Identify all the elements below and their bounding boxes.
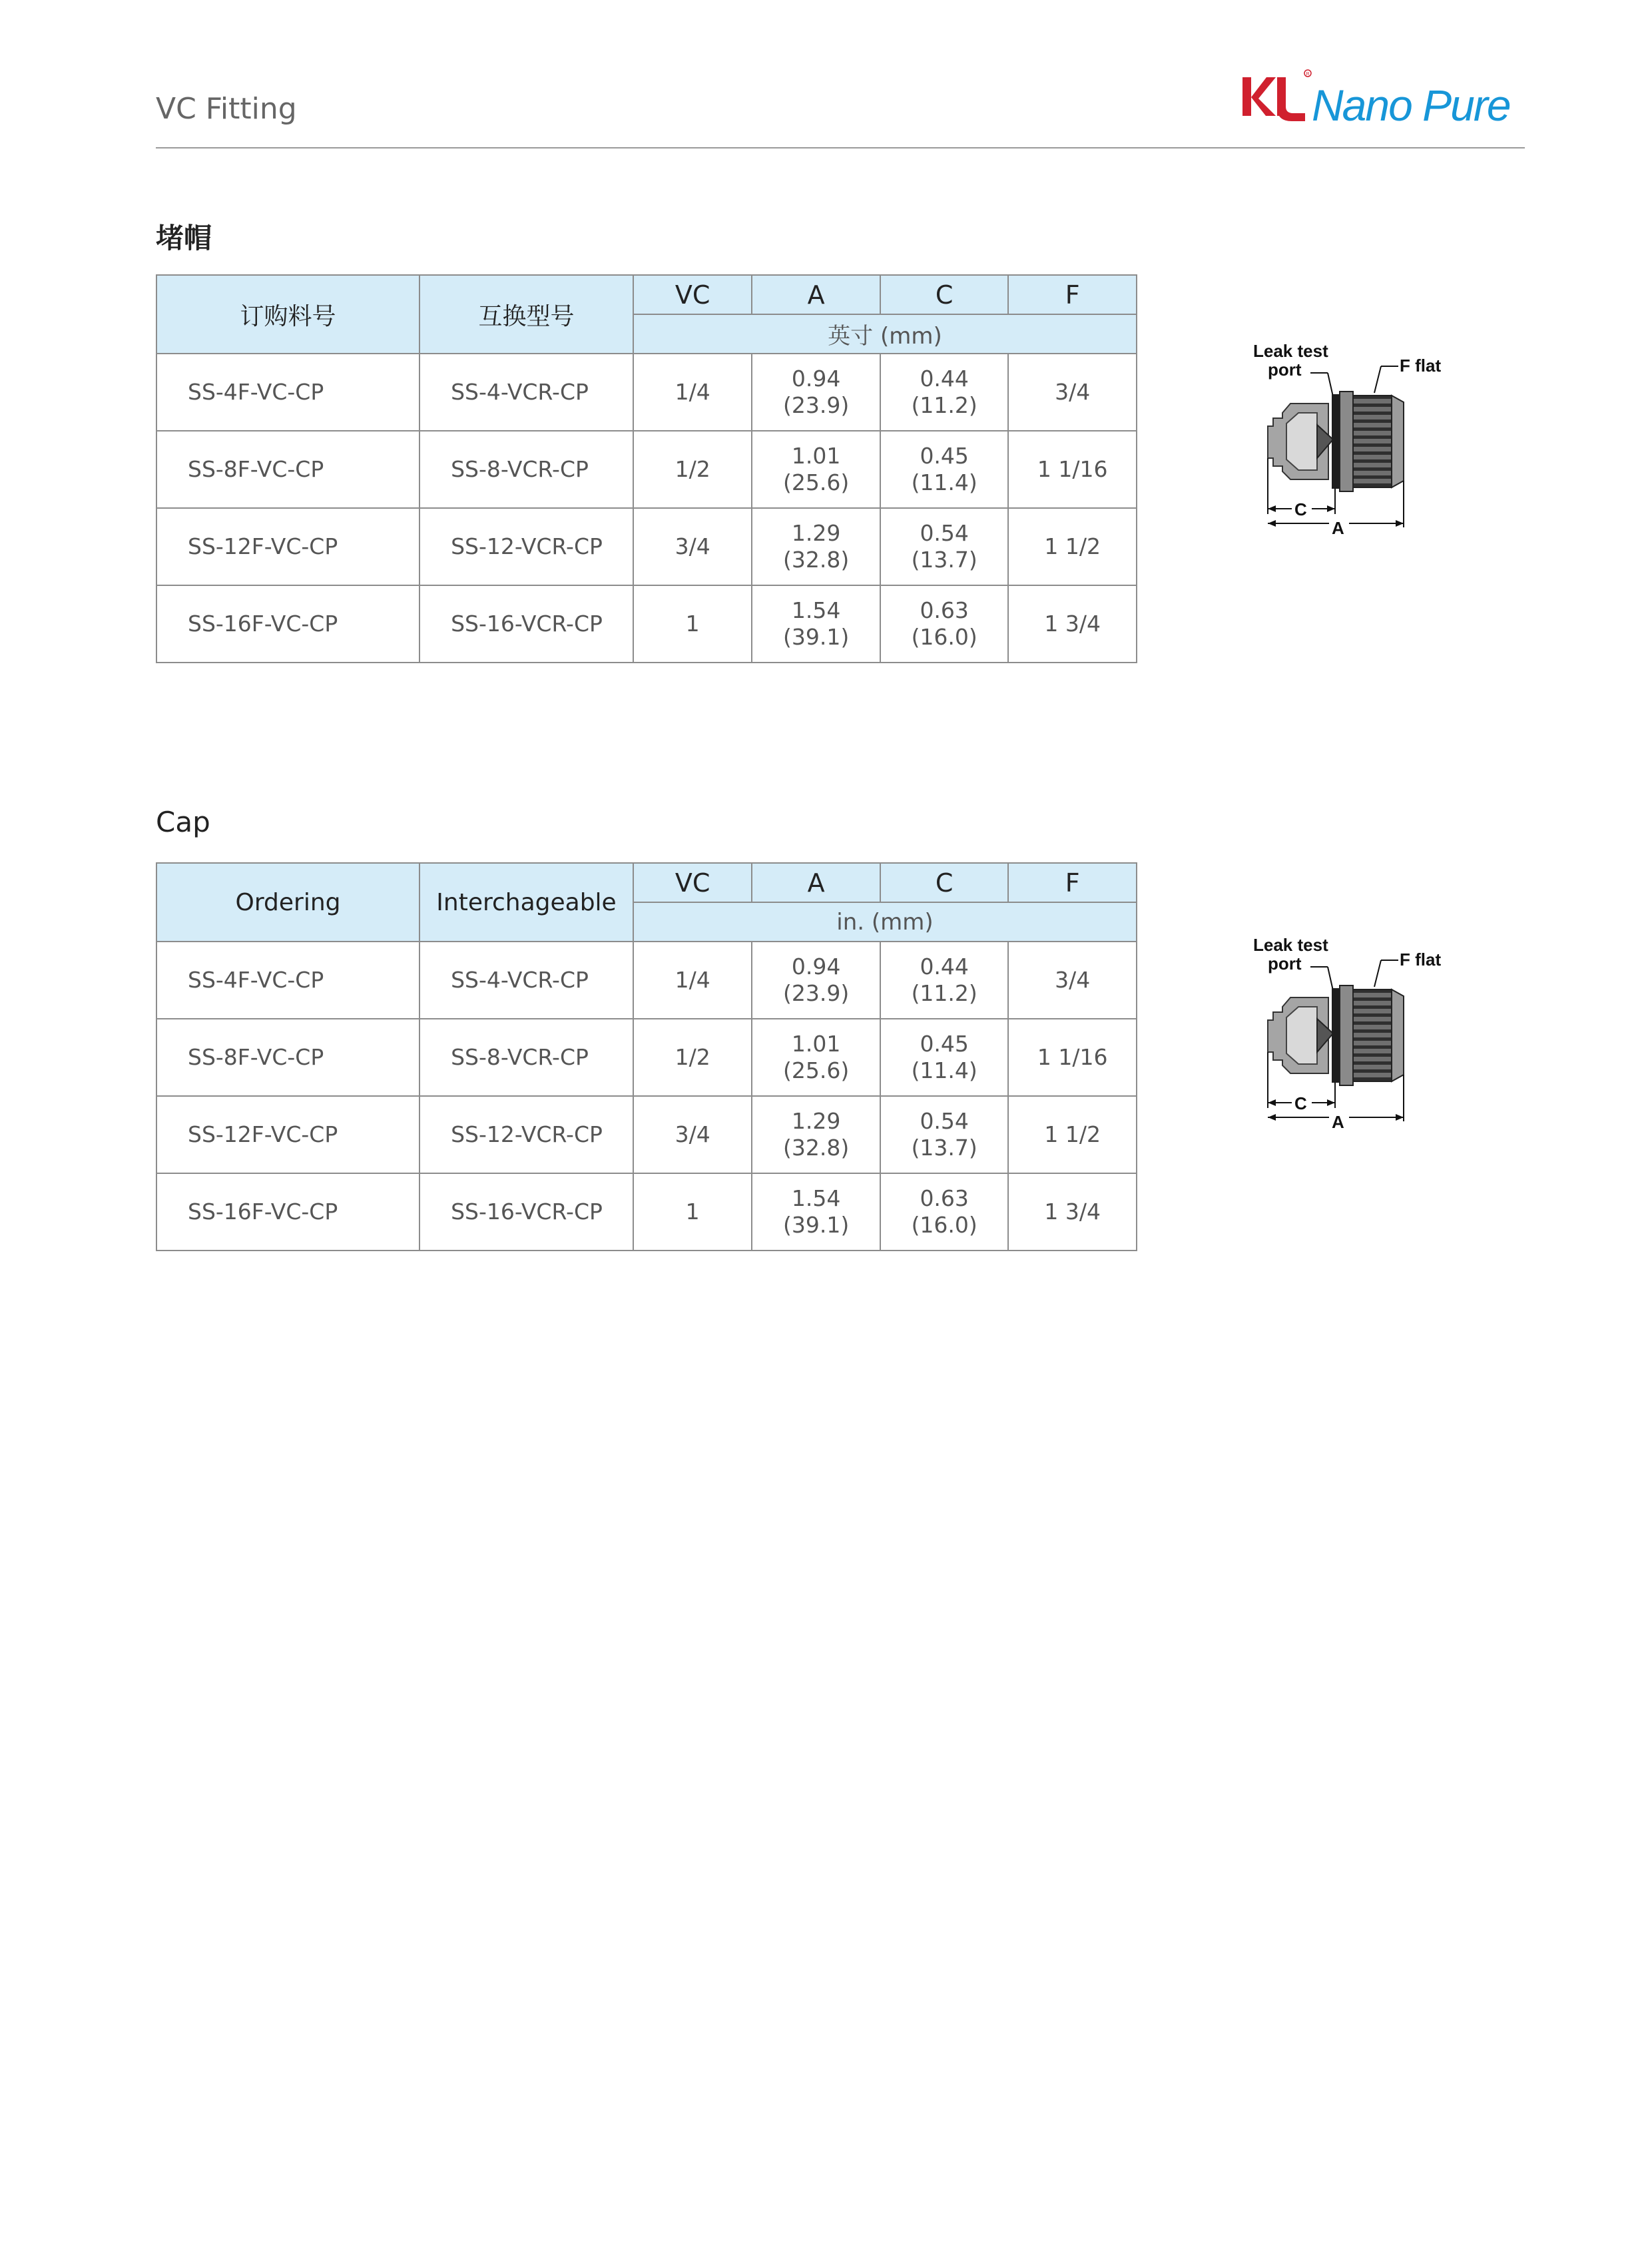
c-inch: 0.44	[920, 366, 969, 392]
section-title-chinese: 堵帽	[156, 222, 212, 254]
vc-cell: 3/4	[633, 508, 752, 585]
cap-diagram-english	[1239, 934, 1458, 1160]
f-cell: 1 1/16	[1008, 1019, 1137, 1096]
ordering-cell: SS-8F-VC-CP	[156, 1019, 419, 1096]
table-row	[156, 431, 1137, 508]
f-cell: 3/4	[1008, 942, 1137, 1019]
a-mm: (25.6)	[783, 1057, 850, 1083]
c-mm: (16.0)	[911, 1212, 977, 1238]
dimension-c-label: C	[1294, 1093, 1307, 1113]
vc-cell: 1/4	[633, 942, 752, 1019]
a-cell	[752, 431, 880, 508]
vc-cell: 1	[633, 1173, 752, 1251]
interchangeable-cell: SS-4-VCR-CP	[419, 354, 633, 431]
leak-test-label: Leak test	[1253, 341, 1328, 361]
kl-logo-mark-icon	[1239, 68, 1312, 135]
header-c: C	[880, 275, 1009, 314]
a-mm: (39.1)	[783, 1212, 850, 1238]
vc-cell: 1/2	[633, 431, 752, 508]
a-inch: 1.29	[791, 1108, 841, 1134]
header-a: A	[752, 863, 880, 902]
c-cell	[880, 1173, 1009, 1251]
table-row	[156, 585, 1137, 663]
a-mm: (32.8)	[783, 1135, 850, 1161]
interchangeable-cell: SS-12-VCR-CP	[419, 1096, 633, 1173]
table-row	[156, 354, 1137, 431]
brand-name: Nano Pure	[1312, 81, 1510, 130]
cap-cross-section-icon	[1239, 934, 1458, 1160]
header-a: A	[752, 275, 880, 314]
header-divider	[156, 147, 1525, 148]
a-cell	[752, 585, 880, 663]
f-flat-label: F flat	[1400, 356, 1442, 376]
interchangeable-cell: SS-16-VCR-CP	[419, 1173, 633, 1251]
dimension-a-label: A	[1332, 1112, 1344, 1132]
c-inch: 0.54	[920, 520, 969, 546]
ordering-cell: SS-12F-VC-CP	[156, 1096, 419, 1173]
c-mm: (13.7)	[911, 547, 977, 573]
c-cell	[880, 1096, 1009, 1173]
a-cell	[752, 354, 880, 431]
c-cell	[880, 354, 1009, 431]
vc-cell: 1/4	[633, 354, 752, 431]
a-inch: 1.01	[791, 1031, 841, 1057]
header-ordering: Ordering	[156, 863, 419, 942]
vc-cell: 1/2	[633, 1019, 752, 1096]
ordering-cell: SS-8F-VC-CP	[156, 431, 419, 508]
cap-cross-section-icon	[1239, 340, 1458, 566]
header-interchangeable: 互换型号	[419, 275, 633, 354]
a-cell	[752, 1096, 880, 1173]
port-label: port	[1268, 360, 1302, 380]
c-inch: 0.45	[920, 443, 969, 469]
a-inch: 1.01	[791, 443, 841, 469]
c-inch: 0.44	[920, 954, 969, 980]
dimension-a-label: A	[1332, 518, 1344, 538]
c-cell	[880, 1019, 1009, 1096]
c-inch: 0.63	[920, 597, 969, 623]
c-inch: 0.45	[920, 1031, 969, 1057]
header-c: C	[880, 863, 1009, 902]
c-mm: (11.2)	[911, 980, 977, 1006]
ordering-cell: SS-12F-VC-CP	[156, 508, 419, 585]
interchangeable-cell: SS-12-VCR-CP	[419, 508, 633, 585]
header-f: F	[1008, 863, 1137, 902]
table-row	[156, 508, 1137, 585]
header-vc: VC	[633, 275, 752, 314]
c-mm: (11.2)	[911, 392, 977, 418]
a-inch: 1.29	[791, 520, 841, 546]
f-cell: 1 1/2	[1008, 1096, 1137, 1173]
a-cell	[752, 508, 880, 585]
f-cell: 3/4	[1008, 354, 1137, 431]
f-flat-label: F flat	[1400, 950, 1442, 970]
f-cell: 1 1/2	[1008, 508, 1137, 585]
c-cell	[880, 585, 1009, 663]
c-mm: (16.0)	[911, 624, 977, 650]
port-label: port	[1268, 954, 1302, 974]
a-cell	[752, 942, 880, 1019]
c-cell	[880, 942, 1009, 1019]
a-inch: 0.94	[791, 366, 841, 392]
section-title-english: Cap	[156, 806, 210, 838]
c-cell	[880, 508, 1009, 585]
a-inch: 1.54	[791, 1185, 841, 1211]
ordering-cell: SS-4F-VC-CP	[156, 354, 419, 431]
c-mm: (13.7)	[911, 1135, 977, 1161]
table-row	[156, 1173, 1137, 1251]
table-row	[156, 942, 1137, 1019]
header-unit: 英寸 (mm)	[633, 314, 1137, 354]
interchangeable-cell: SS-8-VCR-CP	[419, 1019, 633, 1096]
c-mm: (11.4)	[911, 1057, 977, 1083]
a-inch: 0.94	[791, 954, 841, 980]
spec-table-chinese	[156, 274, 1137, 663]
a-inch: 1.54	[791, 597, 841, 623]
ordering-cell: SS-4F-VC-CP	[156, 942, 419, 1019]
spec-table-english	[156, 862, 1137, 1251]
f-cell: 1 3/4	[1008, 585, 1137, 663]
header-vc: VC	[633, 863, 752, 902]
vc-cell: 1	[633, 585, 752, 663]
header-unit: in. (mm)	[633, 902, 1137, 942]
ordering-cell: SS-16F-VC-CP	[156, 1173, 419, 1251]
vc-cell: 3/4	[633, 1096, 752, 1173]
leak-test-label: Leak test	[1253, 935, 1328, 955]
f-cell: 1 3/4	[1008, 1173, 1137, 1251]
a-mm: (23.9)	[783, 980, 850, 1006]
interchangeable-cell: SS-16-VCR-CP	[419, 585, 633, 663]
header-f: F	[1008, 275, 1137, 314]
a-cell	[752, 1173, 880, 1251]
page-title: VC Fitting	[156, 92, 297, 126]
c-inch: 0.54	[920, 1108, 969, 1134]
f-cell: 1 1/16	[1008, 431, 1137, 508]
brand-logo	[1239, 68, 1525, 135]
c-inch: 0.63	[920, 1185, 969, 1211]
a-mm: (25.6)	[783, 469, 850, 495]
a-mm: (39.1)	[783, 624, 850, 650]
ordering-cell: SS-16F-VC-CP	[156, 585, 419, 663]
a-mm: (32.8)	[783, 547, 850, 573]
a-mm: (23.9)	[783, 392, 850, 418]
c-mm: (11.4)	[911, 469, 977, 495]
interchangeable-cell: SS-4-VCR-CP	[419, 942, 633, 1019]
c-cell	[880, 431, 1009, 508]
dimension-c-label: C	[1294, 499, 1307, 519]
interchangeable-cell: SS-8-VCR-CP	[419, 431, 633, 508]
a-cell	[752, 1019, 880, 1096]
svg-text:R: R	[1306, 72, 1310, 77]
table-row	[156, 1019, 1137, 1096]
header-interchangeable: Interchageable	[419, 863, 633, 942]
table-row	[156, 1096, 1137, 1173]
header-ordering: 订购料号	[156, 275, 419, 354]
cap-diagram-chinese	[1239, 340, 1458, 566]
